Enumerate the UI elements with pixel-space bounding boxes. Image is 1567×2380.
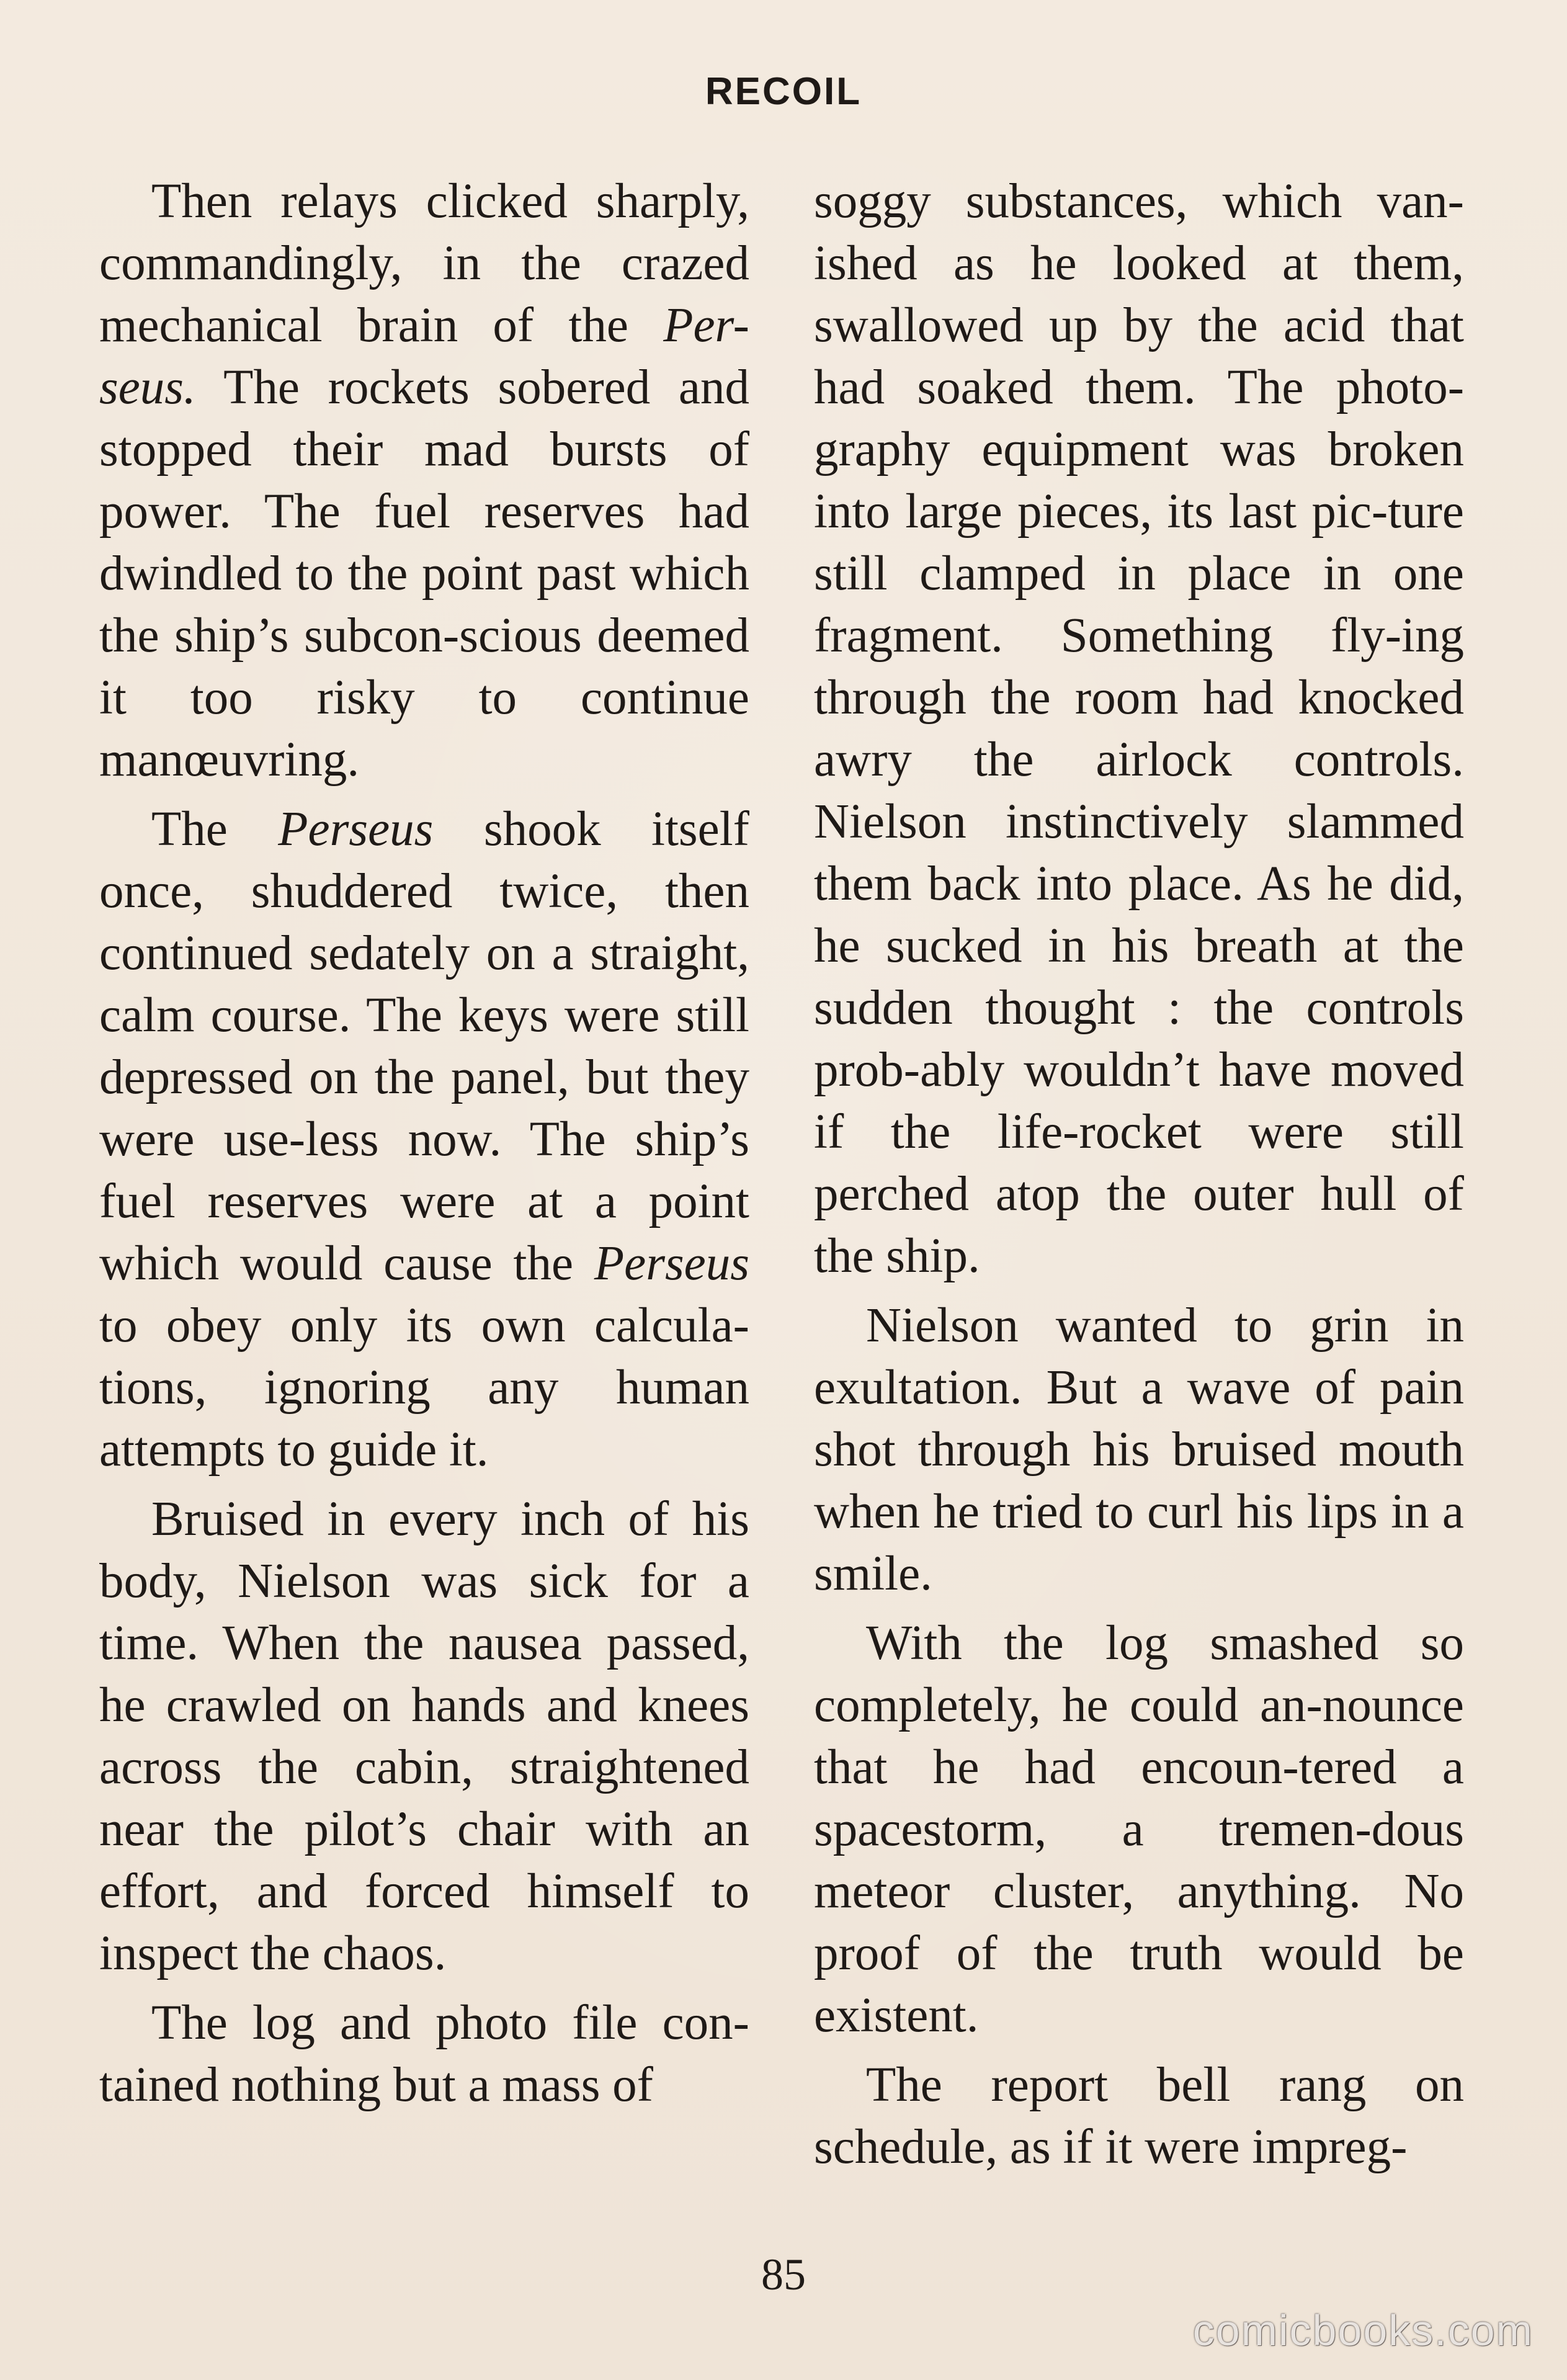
right-text-column <box>814 171 1464 2186</box>
watermark: comicbooks.com <box>1192 2306 1534 2355</box>
paragraph <box>99 1992 749 2116</box>
paragraph <box>814 1613 1464 2047</box>
paragraph <box>814 1295 1464 1605</box>
paragraph-text: Bruised in every inch of his body, Nielson was sick for a time. When the nausea passed, he crawled on hands and knees across the cabin, straightened near the pilot’s chair with an effort, and forced himself to inspect the chaos. <box>99 1492 749 1980</box>
italic-text: Perseus <box>278 802 434 856</box>
left-text-column <box>99 171 749 2124</box>
paragraph-text: The log and photo file con-tained nothing but a mass of <box>99 1996 749 2112</box>
page-number: 85 <box>761 2250 806 2299</box>
paragraph-text: The report bell rang on schedule, as if it were impreg- <box>814 2058 1464 2174</box>
paragraph <box>99 799 749 1481</box>
italic-text: Per-seus. <box>99 298 749 414</box>
running-head: RECOIL <box>705 70 862 113</box>
paragraph <box>814 2054 1464 2178</box>
paragraph <box>99 171 749 791</box>
paragraph-text: soggy substances, which van-ished as he looked at them, swallowed up by the acid that had soaked them. The photo-graphy equipment was broken into large pieces, its last pic-ture still clamped in place in one fragment. Something fly-ing through the room had knocked awry the airlock controls. Nielson instinctively slammed them back into place. As he did, he sucked in his breath at the sudden thought : the controls prob-ably wouldn’t have moved if the life-rocket were still perched atop the outer hull of the ship. <box>814 174 1464 1283</box>
paragraph-text: With the log smashed so completely, he could an-nounce that he had encoun-tered a spacestorm, a tremen-dous meteor cluster, anything. No proof of the truth would be existent. <box>814 1616 1464 2042</box>
paragraph-text: The rockets sobered and stopped their mad bursts of power. The fuel reserves had dwindled to the point past which the ship’s subcon-scious deemed it too risky to continue manœuvring. <box>99 360 749 787</box>
paragraph-text: shook itself once, shuddered twice, then continued sedately on a straight, calm course. The keys were still depressed on the panel, but they were use-less now. The ship’s fuel reserves were at a point which would cause the <box>99 802 749 1291</box>
italic-text: Perseus <box>594 1237 749 1291</box>
paragraph <box>814 171 1464 1287</box>
paragraph-text: The <box>151 802 279 856</box>
paragraph <box>99 1488 749 1985</box>
paragraph-text: to obey only its own calcula-tions, ignoring any human attempts to guide it. <box>99 1299 749 1477</box>
paragraph-text: Nielson wanted to grin in exultation. But a wave of pain shot through his bruised mouth when he tried to curl his lips in a smile. <box>814 1299 1464 1601</box>
paragraph-text: Then relays clicked sharply, commandingly, in the crazed mechanical brain of the <box>99 174 749 352</box>
